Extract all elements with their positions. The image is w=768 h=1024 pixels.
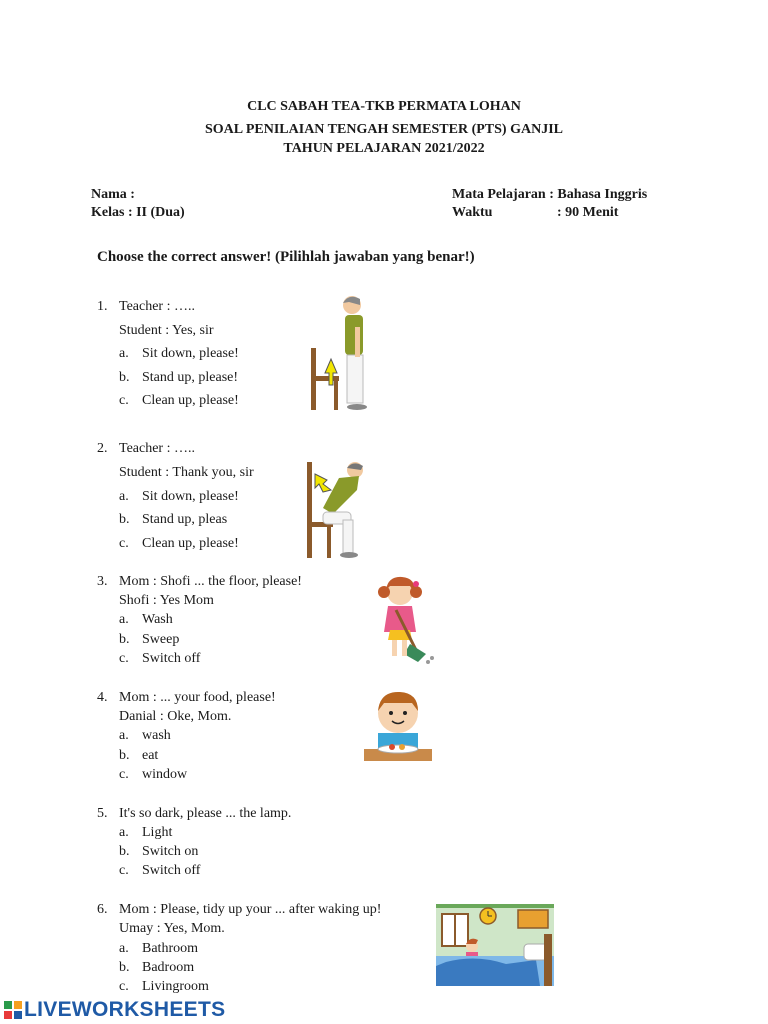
academic-year: TAHUN PELAJARAN 2021/2022 [283, 141, 485, 156]
question-line: Teacher : ….. [119, 299, 195, 314]
option-text[interactable]: Switch on [142, 844, 199, 859]
option-text[interactable]: Light [142, 825, 173, 840]
question-number: 5. [97, 806, 108, 821]
option-text[interactable]: Livingroom [142, 979, 209, 994]
subject-field-label: Mata Pelajaran : Bahasa Inggris [452, 187, 648, 202]
answer-line: Student : Yes, sir [119, 323, 214, 338]
liveworksheets-logo[interactable] [4, 998, 225, 1022]
option-text[interactable]: Stand up, please! [142, 370, 239, 385]
time-field-label: Waktu [452, 205, 493, 220]
option-text[interactable]: Bathroom [142, 941, 198, 956]
option-text[interactable]: Clean up, please! [142, 393, 239, 408]
question-number: 2. [97, 441, 108, 456]
option-letter[interactable]: a. [119, 941, 129, 956]
option-text[interactable]: window [142, 767, 188, 782]
answer-line: Student : Thank you, sir [119, 465, 254, 480]
option-letter[interactable]: a. [119, 728, 129, 743]
option-letter[interactable]: b. [119, 512, 130, 527]
question-line: It's so dark, please ... the lamp. [119, 806, 292, 821]
option-text[interactable]: Badroom [142, 960, 195, 975]
answer-line: Umay : Yes, Mom. [119, 921, 225, 936]
instruction: Choose the correct answer! (Pilihlah jawaban yang benar!) [97, 249, 475, 265]
option-letter[interactable]: b. [119, 370, 130, 385]
question-line: Mom : Please, tidy up your ... after waking up! [119, 902, 382, 917]
eating-boy-illustration [362, 689, 434, 763]
logo-icon [4, 1000, 24, 1020]
logo-text: LIVEWORKSHEETS [24, 998, 226, 1021]
stand-up-illustration [305, 293, 377, 413]
option-text[interactable]: Switch off [142, 863, 201, 878]
option-letter[interactable]: c. [119, 536, 129, 551]
exam-title: SOAL PENILAIAN TENGAH SEMESTER (PTS) GANJIL [205, 122, 563, 137]
option-letter[interactable]: a. [119, 825, 129, 840]
question-line: Mom : ... your food, please! [119, 690, 276, 705]
question-line: Mom : Shofi ... the floor, please! [119, 574, 302, 589]
option-text[interactable]: Sweep [142, 632, 180, 647]
question-number: 1. [97, 299, 108, 314]
option-text[interactable]: eat [142, 748, 159, 763]
option-letter[interactable]: a. [119, 489, 129, 504]
question-number: 6. [97, 902, 108, 917]
question-number: 4. [97, 690, 108, 705]
option-letter[interactable]: c. [119, 863, 129, 878]
option-letter[interactable]: b. [119, 960, 130, 975]
name-field-label: Nama : [91, 187, 135, 202]
answer-line: Shofi : Yes Mom [119, 593, 214, 608]
option-text[interactable]: Switch off [142, 651, 201, 666]
option-letter[interactable]: b. [119, 748, 130, 763]
option-text[interactable]: Stand up, pleas [142, 512, 228, 527]
school-title: CLC SABAH TEA-TKB PERMATA LOHAN [247, 99, 521, 114]
option-letter[interactable]: c. [119, 393, 129, 408]
bedroom-illustration [436, 904, 554, 986]
question-line: Teacher : ….. [119, 441, 195, 456]
option-letter[interactable]: c. [119, 979, 129, 994]
option-letter[interactable]: a. [119, 346, 129, 361]
option-letter[interactable]: c. [119, 651, 129, 666]
question-number: 3. [97, 574, 108, 589]
option-letter[interactable]: c. [119, 767, 129, 782]
option-text[interactable]: Sit down, please! [142, 346, 239, 361]
sweeping-girl-illustration [372, 574, 440, 666]
time-field-value: : 90 Menit [557, 205, 619, 220]
option-text[interactable]: Clean up, please! [142, 536, 239, 551]
option-text[interactable]: Sit down, please! [142, 489, 239, 504]
option-letter[interactable]: b. [119, 844, 130, 859]
option-letter[interactable]: a. [119, 612, 129, 627]
class-field-label: Kelas : II (Dua) [91, 205, 185, 220]
option-text[interactable]: Wash [142, 612, 173, 627]
answer-line: Danial : Oke, Mom. [119, 709, 232, 724]
sit-down-illustration [303, 460, 373, 560]
option-letter[interactable]: b. [119, 632, 130, 647]
option-text[interactable]: wash [142, 728, 171, 743]
